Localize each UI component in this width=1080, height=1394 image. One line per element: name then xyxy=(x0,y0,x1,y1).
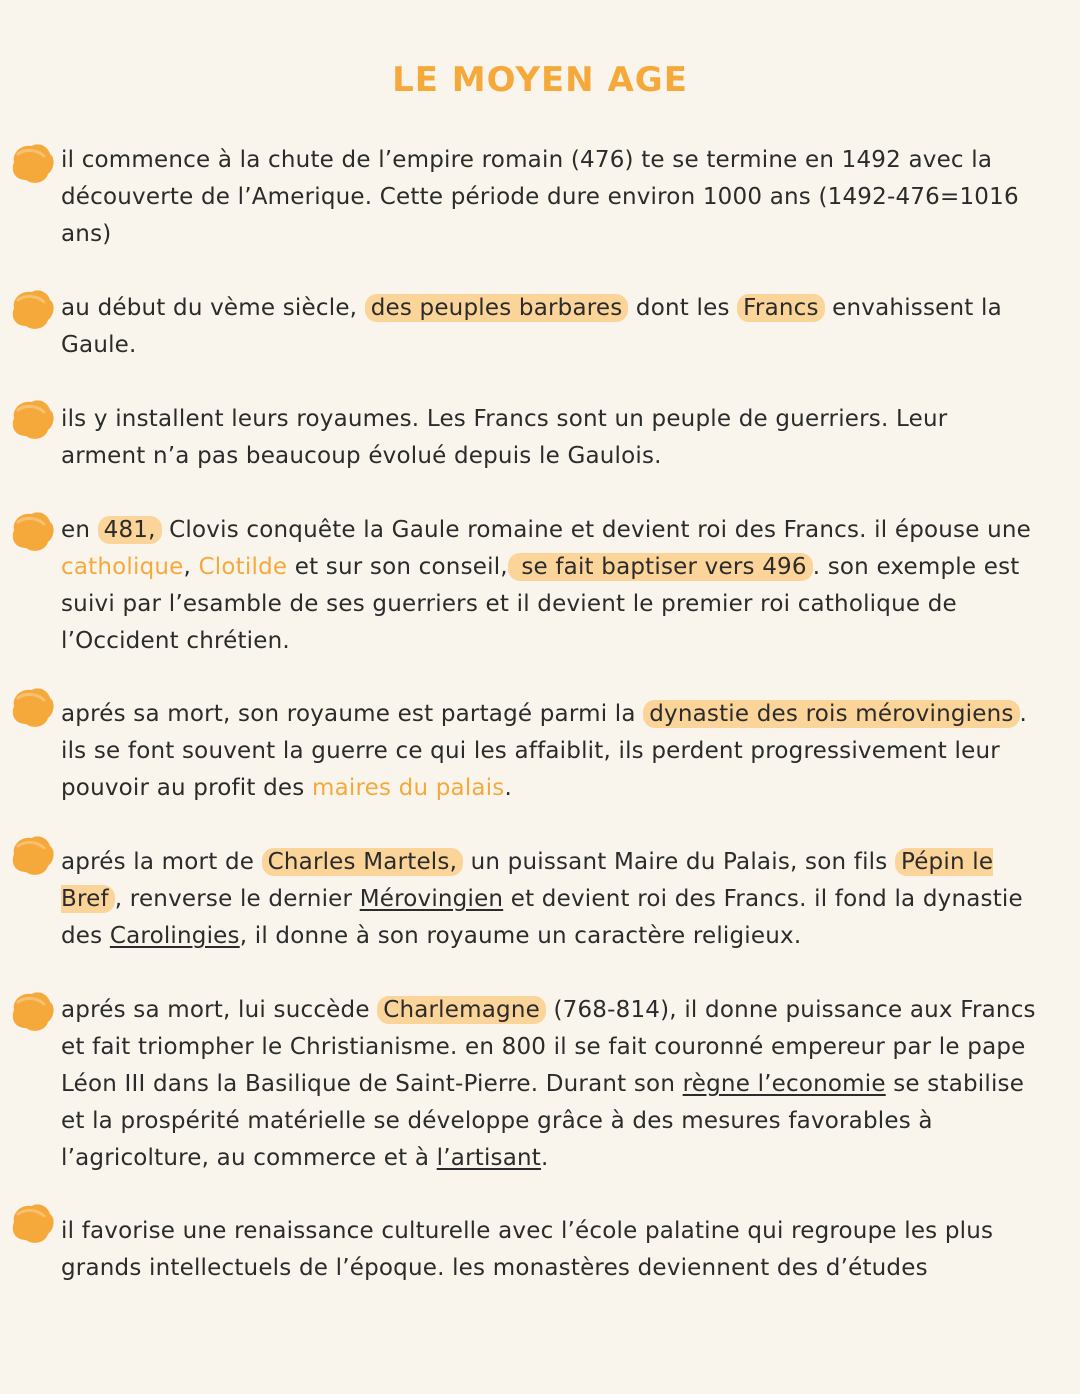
brush-stroke-bullet-icon xyxy=(8,1200,56,1246)
highlight-pepin-le-bref: Pépin le Bref xyxy=(61,849,994,912)
text-segment: dont les xyxy=(628,295,738,321)
text-segment: , il donne à son royaume un caractère religieux. xyxy=(239,923,802,949)
orange-word-maires-du-palais: maires du palais xyxy=(311,775,505,801)
text-segment: aprés la mort de xyxy=(61,849,262,875)
text-segment: il favorise une renaissance culturelle avec l’école palatine qui regroupe les plus grands intellectuels de l’époque. les monastères deviennent des d’études xyxy=(61,1218,994,1281)
text-segment: envahissent la Gaule. xyxy=(61,295,1002,358)
brush-stroke-bullet-icon xyxy=(8,684,56,730)
text-segment: . xyxy=(541,1145,549,1171)
highlight-francs: Francs xyxy=(737,294,825,322)
brush-stroke-bullet-icon xyxy=(8,832,56,878)
orange-word-catholique: catholique xyxy=(61,554,184,580)
text-segment: aprés sa mort, son royaume est partagé parmi la xyxy=(61,701,644,727)
underlined-carolingies: Carolingies xyxy=(109,923,240,949)
text-segment: , xyxy=(183,554,199,580)
text-segment: se stabilise et la prospérité matérielle se développe grâce à des mesures favorables à l’agricolture, au commerce et à xyxy=(61,1071,1025,1171)
text-segment: . xyxy=(504,775,513,801)
brush-stroke-bullet-icon xyxy=(8,396,56,442)
text-segment: un puissant Maire du Palais, son fils xyxy=(463,849,895,875)
text-segment: (768-814), il donne puissance aux Francs et fait triompher le Christianisme. en 800 il se fait couronné empereur par le pape Léon III dans la Basilique de Saint-Pierre. Durant son xyxy=(61,997,1036,1097)
paragraph-text xyxy=(61,290,1036,364)
brush-stroke-bullet-icon xyxy=(8,140,56,186)
paragraph-text xyxy=(61,401,1036,475)
text-segment: ils y installent leurs royaumes. Les Francs sont un peuple de guerriers. Leur arment n’a pas beaucoup évolué depuis le Gaulois. xyxy=(61,406,948,469)
text-segment: . ils se font souvent la guerre ce qui les affaiblit, ils perdent progressivement leur pouvoir au profit des xyxy=(61,701,1028,801)
highlight-merovingian-dynasty: dynastie des rois mérovingiens xyxy=(643,700,1019,728)
underlined-regne-economie: règne l’economie xyxy=(682,1071,886,1097)
highlight-charlemagne: Charlemagne xyxy=(377,996,546,1024)
text-segment: et sur son conseil, xyxy=(287,554,508,580)
text-segment: en xyxy=(61,517,98,543)
highlight-barbarian-peoples: des peuples barbares xyxy=(365,294,629,322)
paragraph-text xyxy=(61,844,1036,955)
highlight-baptism: se fait baptiser vers 496 xyxy=(508,553,813,581)
paragraph-text xyxy=(61,512,1036,660)
text-segment: au début du vème siècle, xyxy=(61,295,365,321)
paragraph-text xyxy=(61,992,1036,1177)
brush-stroke-bullet-icon xyxy=(8,508,56,554)
paragraph-text xyxy=(61,696,1036,807)
highlight-charles-martel: Charles Martels, xyxy=(262,848,463,876)
page-title: LE MOYEN AGE xyxy=(392,60,688,100)
underlined-artisant: l’artisant xyxy=(436,1145,542,1171)
orange-word-clotilde: Clotilde xyxy=(198,554,288,580)
paragraph-text xyxy=(61,1213,1036,1287)
text-segment: Clovis conquête la Gaule romaine et devient roi des Francs. il épouse une xyxy=(161,517,1032,543)
text-segment: . son exemple est suivi par l’esamble de ses guerriers et il devient le premier roi catholique de l’Occident chrétien. xyxy=(61,554,1020,654)
brush-stroke-bullet-icon xyxy=(8,988,56,1034)
paragraph-text xyxy=(61,142,1036,253)
highlight-year-481: 481, xyxy=(98,516,162,544)
text-segment: et devient roi des Francs. il fond la dynastie des xyxy=(61,886,1023,949)
text-segment: il commence à la chute de l’empire romain (476) te se termine en 1492 avec la découverte de l’Amerique. Cette période dure environ 1000 ans (1492-476=1016 ans) xyxy=(61,147,1019,247)
text-segment: , renverse le dernier xyxy=(114,886,360,912)
text-segment: aprés sa mort, lui succède xyxy=(61,997,378,1023)
brush-stroke-bullet-icon xyxy=(8,286,56,332)
underlined-merovingien: Mérovingien xyxy=(359,886,504,912)
